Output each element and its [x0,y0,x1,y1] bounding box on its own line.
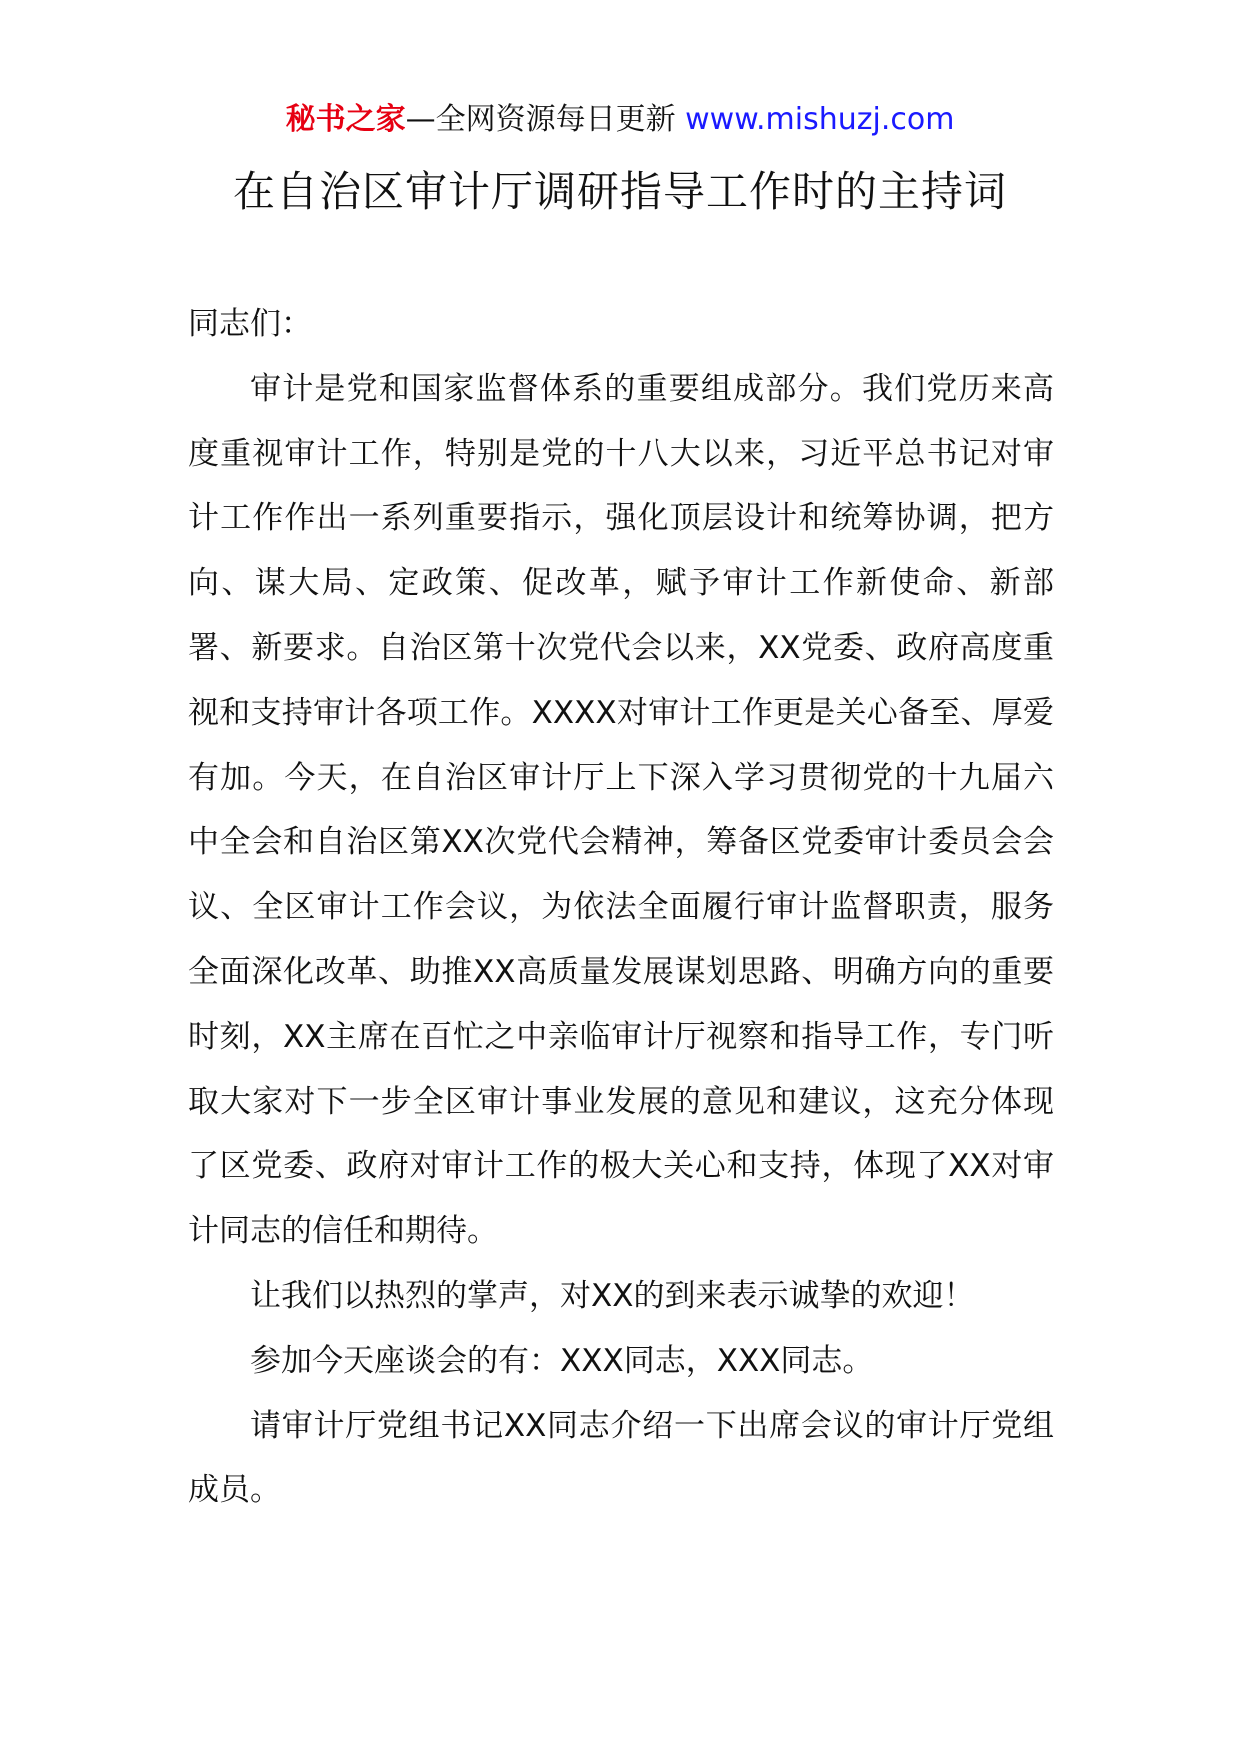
paragraph: 让我们以热烈的掌声，对XX的到来表示诚挚的欢迎！ [250,1277,975,1314]
site-url: www.mishuzj.com [685,102,955,137]
document-title: 在自治区审计厅调研指导工作时的主持词 [232,167,1007,216]
paragraph: 审计是党和国家监督体系的重要组成部分。我们党历来高度重视审计工作，特别是党的十八大以来，习近平总书记对审计工作作出一系列重要指示，强化顶层设计和统筹协调，把方向、谋大局、定政策、促改革，赋予审计工作新使命、新部署、新要求。自治区第十次党代会以来，XX党委、政府高度重视和支持审计各项工作。XXXX对审计工作更是关心备至、厚爱有加。今天，在自治区审计厅上下深入学习贯彻党的十九届六中全会和自治区第XX次党代会精神，筹备区党委审计委员会会议、全区审计工作会议，为依法全面履行审计监督职责，服务全面深化改革、助推XX高质量发展谋划思路、明确方向的重要时刻，XX主席在百忙之中亲临审计厅视察和指导工作，专门听取大家对下一步全区审计事业发展的意见和建议，这充分体现了区党委、政府对审计工作的极大关心和支持，体现了XX对审计同志的信任和期待。 [188,370,1054,1250]
brand-tagline: —全网资源每日更新 [405,102,686,137]
brand-name: 秘书之家 [285,102,406,137]
paragraph: 参加今天座谈会的有：XXX同志，XXX同志。 [250,1342,874,1379]
watermark-header [0,98,1240,142]
document-body [188,292,1054,1523]
paragraph: 请审计厅党组书记XX同志介绍一下出席会议的审计厅党组成员。 [188,1407,1054,1509]
salutation: 同志们： [188,306,312,342]
